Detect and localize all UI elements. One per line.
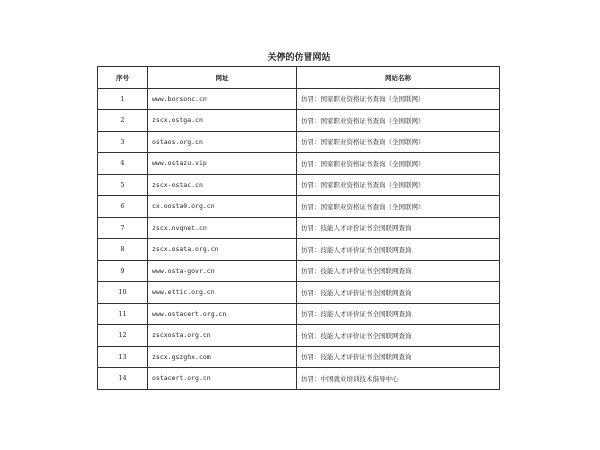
row-url: www.ostacert.org.cn	[148, 303, 297, 325]
table-row	[98, 303, 500, 325]
table-row	[98, 131, 500, 153]
row-site-name: 仿冒：技能人才评价证书全国联网查询	[297, 282, 500, 304]
table-header-row	[98, 67, 500, 89]
row-site-name: 仿冒：技能人才评价证书全国联网查询	[297, 346, 500, 368]
row-no: 2	[98, 110, 148, 132]
table-row	[98, 110, 500, 132]
row-no: 5	[98, 174, 148, 196]
fake-sites-table	[97, 66, 500, 390]
row-url: ostacert.org.cn	[148, 368, 297, 390]
table-row	[98, 325, 500, 347]
table-row	[98, 239, 500, 261]
table-row	[98, 88, 500, 110]
table-row	[98, 217, 500, 239]
row-site-name: 仿冒：国家职业资格证书查询（全国联网）	[297, 110, 500, 132]
row-url: cx.oosta0.org.cn	[148, 196, 297, 218]
row-site-name: 仿冒：技能人才评价证书全国联网查询	[297, 239, 500, 261]
row-no: 11	[98, 303, 148, 325]
row-url: ostaos.org.cn	[148, 131, 297, 153]
header-site-name: 网站名称	[297, 67, 500, 89]
table-row	[98, 346, 500, 368]
row-no: 12	[98, 325, 148, 347]
row-site-name: 仿冒：国家职业资格证书查询（全国联网）	[297, 131, 500, 153]
row-no: 13	[98, 346, 148, 368]
row-no: 3	[98, 131, 148, 153]
row-no: 9	[98, 260, 148, 282]
row-no: 1	[98, 88, 148, 110]
table-row	[98, 196, 500, 218]
row-url: zscx.nvqnet.cn	[148, 217, 297, 239]
document-title: 关停的仿冒网站	[267, 53, 331, 63]
header-url: 网址	[148, 67, 297, 89]
row-url: zscxosta.org.cn	[148, 325, 297, 347]
table-row	[98, 153, 500, 175]
row-site-name: 仿冒：中国就业培训技术指导中心	[297, 368, 500, 390]
row-no: 8	[98, 239, 148, 261]
row-no: 14	[98, 368, 148, 390]
row-url: www.ostazu.vip	[148, 153, 297, 175]
row-url: zscx.gszghx.com	[148, 346, 297, 368]
row-url: zscx-ostac.cn	[148, 174, 297, 196]
row-site-name: 仿冒：国家职业资格证书查询（全国联网）	[297, 153, 500, 175]
row-site-name: 仿冒：国家职业资格证书查询（全国联网）	[297, 174, 500, 196]
row-url: www.ettic.org.cn	[148, 282, 297, 304]
row-site-name: 仿冒：国家职业资格证书查询（全国联网）	[297, 88, 500, 110]
row-url: zscx.osata.org.cn	[148, 239, 297, 261]
row-url: zscx.ostga.cn	[148, 110, 297, 132]
row-site-name: 仿冒：技能人才评价证书全国联网查询	[297, 325, 500, 347]
row-no: 4	[98, 153, 148, 175]
row-no: 7	[98, 217, 148, 239]
row-url: www.osta-govr.cn	[148, 260, 297, 282]
row-no: 10	[98, 282, 148, 304]
document	[97, 50, 501, 390]
row-site-name: 仿冒：技能人才评价证书全国联网查询	[297, 303, 500, 325]
table-row	[98, 368, 500, 390]
row-site-name: 仿冒：技能人才评价证书全国联网查询	[297, 217, 500, 239]
table-row	[98, 260, 500, 282]
header-no: 序号	[98, 67, 148, 89]
row-site-name: 仿冒：国家职业资格证书查询（全国联网）	[297, 196, 500, 218]
row-site-name: 仿冒：技能人才评价证书全国联网查询	[297, 260, 500, 282]
row-url: www.borsonc.cn	[148, 88, 297, 110]
row-no: 6	[98, 196, 148, 218]
table-row	[98, 174, 500, 196]
table-row	[98, 282, 500, 304]
table-body	[98, 88, 500, 389]
